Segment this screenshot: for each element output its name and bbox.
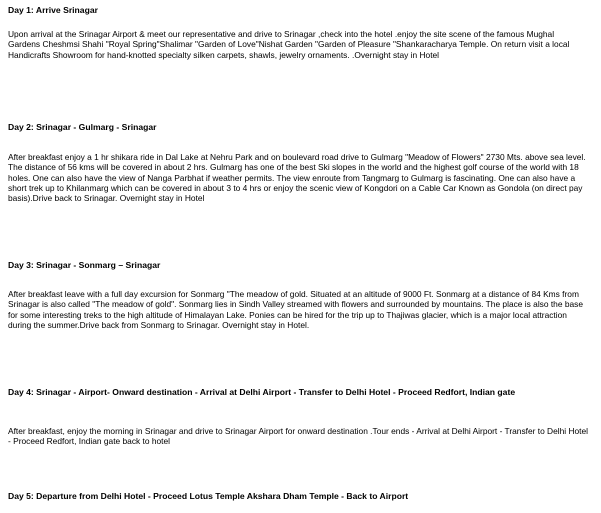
day-2-title: Day 2: Srinagar - Gulmarg - Srinagar [8,122,157,132]
day-1-description: Upon arrival at the Srinagar Airport & meet our representative and drive to Srinagar ,check into the hotel .enjoy the site scene of the famous Mughal Gardens Cheshmsi Shahi "Royal Spring"Shalimar "Garden of Love"Nishat Garden "Garden of Pleasure "Shankaracharya Temple. On return visit a local Handicrafts Showroom for hand-knotted specialty silken carpets, shawls, jewelry ornaments. .Overnight stay in Hotel [8,29,570,60]
day-1-title: Day 1: Arrive Srinagar [8,5,98,15]
day-5-title: Day 5: Departure from Delhi Hotel - Proceed Lotus Temple Akshara Dham Temple - Back to Airport [8,491,409,501]
day-3-description: After breakfast leave with a full day excursion for Sonmarg "The meadow of gold. Situated at an altitude of 9000 Ft. Sonmarg at a distance of 84 Kms from Srinagar is also called "The meadow of gold". Sonmarg lies in Sindh Valley streamed with flowers and surrounded by mountains. The place is also the base for some interesting treks to the high altitude of Himalayan Lake. Ponies can be hired for the trip up to Thajiwas glacier, which is a major local attraction during the summer.Drive back from Sonmarg to Srinagar. Overnight stay in Hotel. [8,289,583,330]
day-4-description: After breakfast, enjoy the morning in Srinagar and drive to Srinagar Airport for onward destination .Tour ends - Arrival at Delhi Airport - Transfer to Delhi Hotel - Proceed Redfort, Indian gate back to hotel [8,426,589,447]
day-4-title: Day 4: Srinagar - Airport- Onward destination - Arrival at Delhi Airport - Transfer to Delhi Hotel - Proceed Redfort, Indian gate [8,387,516,397]
day-2-description: After breakfast enjoy a 1 hr shikara ride in Dal Lake at Nehru Park and on boulevard road drive to Gulmarg "Meadow of Flowers" 2730 Mts. above sea level. The distance of 56 kms will be covered in about 2 hrs. Gulmarg has one of the best Ski slopes in the world and the highest golf course of the world with 18 holes. One can also have the view of Nanga Parbhat if weather permits. The view enroute from Tangmarg to Gulmarg is fascinating. One can also have a short trek up to Khilanmarg which can be covered in about 3 to 4 hrs or enjoy the scenic view of Kongdori on a Cable Car Known as Gondola (on direct pay basis).Drive back to Srinagar. Overnight stay in Hotel [8,152,586,204]
day-3-title: Day 3: Srinagar - Sonmarg – Srinagar [8,260,161,270]
